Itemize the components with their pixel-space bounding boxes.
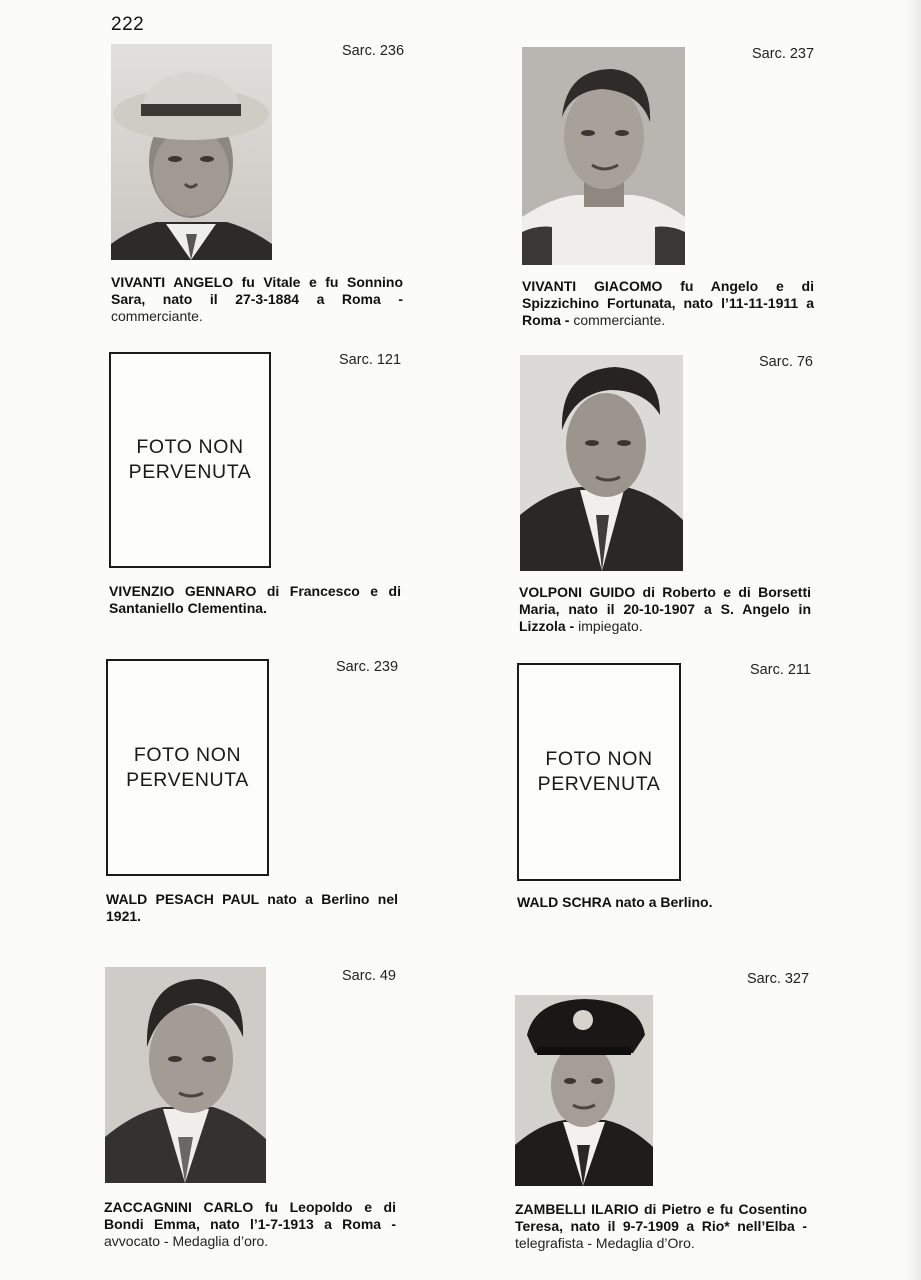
portrait-photo xyxy=(105,967,266,1183)
portrait-photo xyxy=(522,47,685,265)
caption xyxy=(104,1199,396,1250)
page-number: 222 xyxy=(111,14,145,35)
sarc-number: Sarc. 327 xyxy=(747,971,810,987)
portrait-image xyxy=(520,355,683,571)
photo-missing-label: FOTO NON PERVENUTA xyxy=(537,748,661,795)
portrait-image xyxy=(111,44,272,260)
sarc-number: Sarc. 121 xyxy=(339,352,402,368)
photo-missing-box xyxy=(517,663,681,881)
photo-missing-label: FOTO NON PERVENUTA xyxy=(128,436,252,483)
caption xyxy=(111,274,403,325)
caption xyxy=(515,1201,807,1252)
portrait-image xyxy=(515,995,653,1186)
sarc-number: Sarc. 49 xyxy=(342,968,396,984)
photo-missing-label: FOTO NON PERVENUTA xyxy=(126,743,249,791)
sarc-number: Sarc. 237 xyxy=(752,46,815,62)
caption-occupation: telegrafista - Medaglia d’Oro. xyxy=(515,1235,695,1251)
sarc-number: Sarc. 236 xyxy=(342,43,405,59)
sarc-number: Sarc. 239 xyxy=(336,659,399,675)
caption xyxy=(522,278,814,329)
caption-name-details: WALD PESACH PAUL nato a Berlino nel 1921. xyxy=(106,891,398,924)
photo-missing-box xyxy=(106,659,269,876)
portrait-photo xyxy=(520,355,683,571)
portrait-photo xyxy=(111,44,272,260)
caption xyxy=(109,583,401,617)
caption-occupation: commerciante. xyxy=(111,308,203,324)
caption-occupation: avvocato - Medaglia d’oro. xyxy=(104,1233,269,1249)
caption-name-details: ZAMBELLI ILARIO di Pietro e fu Cosentino Teresa, nato il 9-7-1909 a Rio* nell’Elba - xyxy=(515,1201,807,1234)
photo-missing-box xyxy=(109,352,271,568)
caption-name-details: WALD SCHRA nato a Berlino. xyxy=(517,894,713,910)
caption-name-details: VIVENZIO GENNARO di Francesco e di Santaniello Clementina. xyxy=(109,583,401,616)
caption-name-details: VIVANTI ANGELO fu Vitale e fu Sonnino Sara, nato il 27-3-1884 a Roma - xyxy=(111,274,403,307)
caption-name-details: ZACCAGNINI CARLO fu Leopoldo e di Bondi Emma, nato l’1-7-1913 a Roma - xyxy=(104,1199,396,1232)
page-edge-shadow xyxy=(905,0,921,1280)
sarc-number: Sarc. 76 xyxy=(759,354,813,370)
caption-occupation: impiegato. xyxy=(578,618,643,634)
caption xyxy=(519,584,811,635)
caption xyxy=(106,891,398,925)
caption-name-details: VIVANTI GIACOMO fu Angelo e di Spizzichino Fortunata, nato l’11-11-1911 a Roma - xyxy=(522,278,814,328)
portrait-image xyxy=(105,967,266,1183)
caption xyxy=(517,894,809,911)
portrait-photo xyxy=(515,995,653,1186)
caption-name-details: VOLPONI GUIDO di Roberto e di Borsetti Maria, nato il 20-10-1907 a S. Angelo in Lizzola - xyxy=(519,584,811,634)
sarc-number: Sarc. 211 xyxy=(750,662,811,678)
portrait-image xyxy=(522,47,685,265)
caption-occupation: commerciante. xyxy=(573,312,666,328)
